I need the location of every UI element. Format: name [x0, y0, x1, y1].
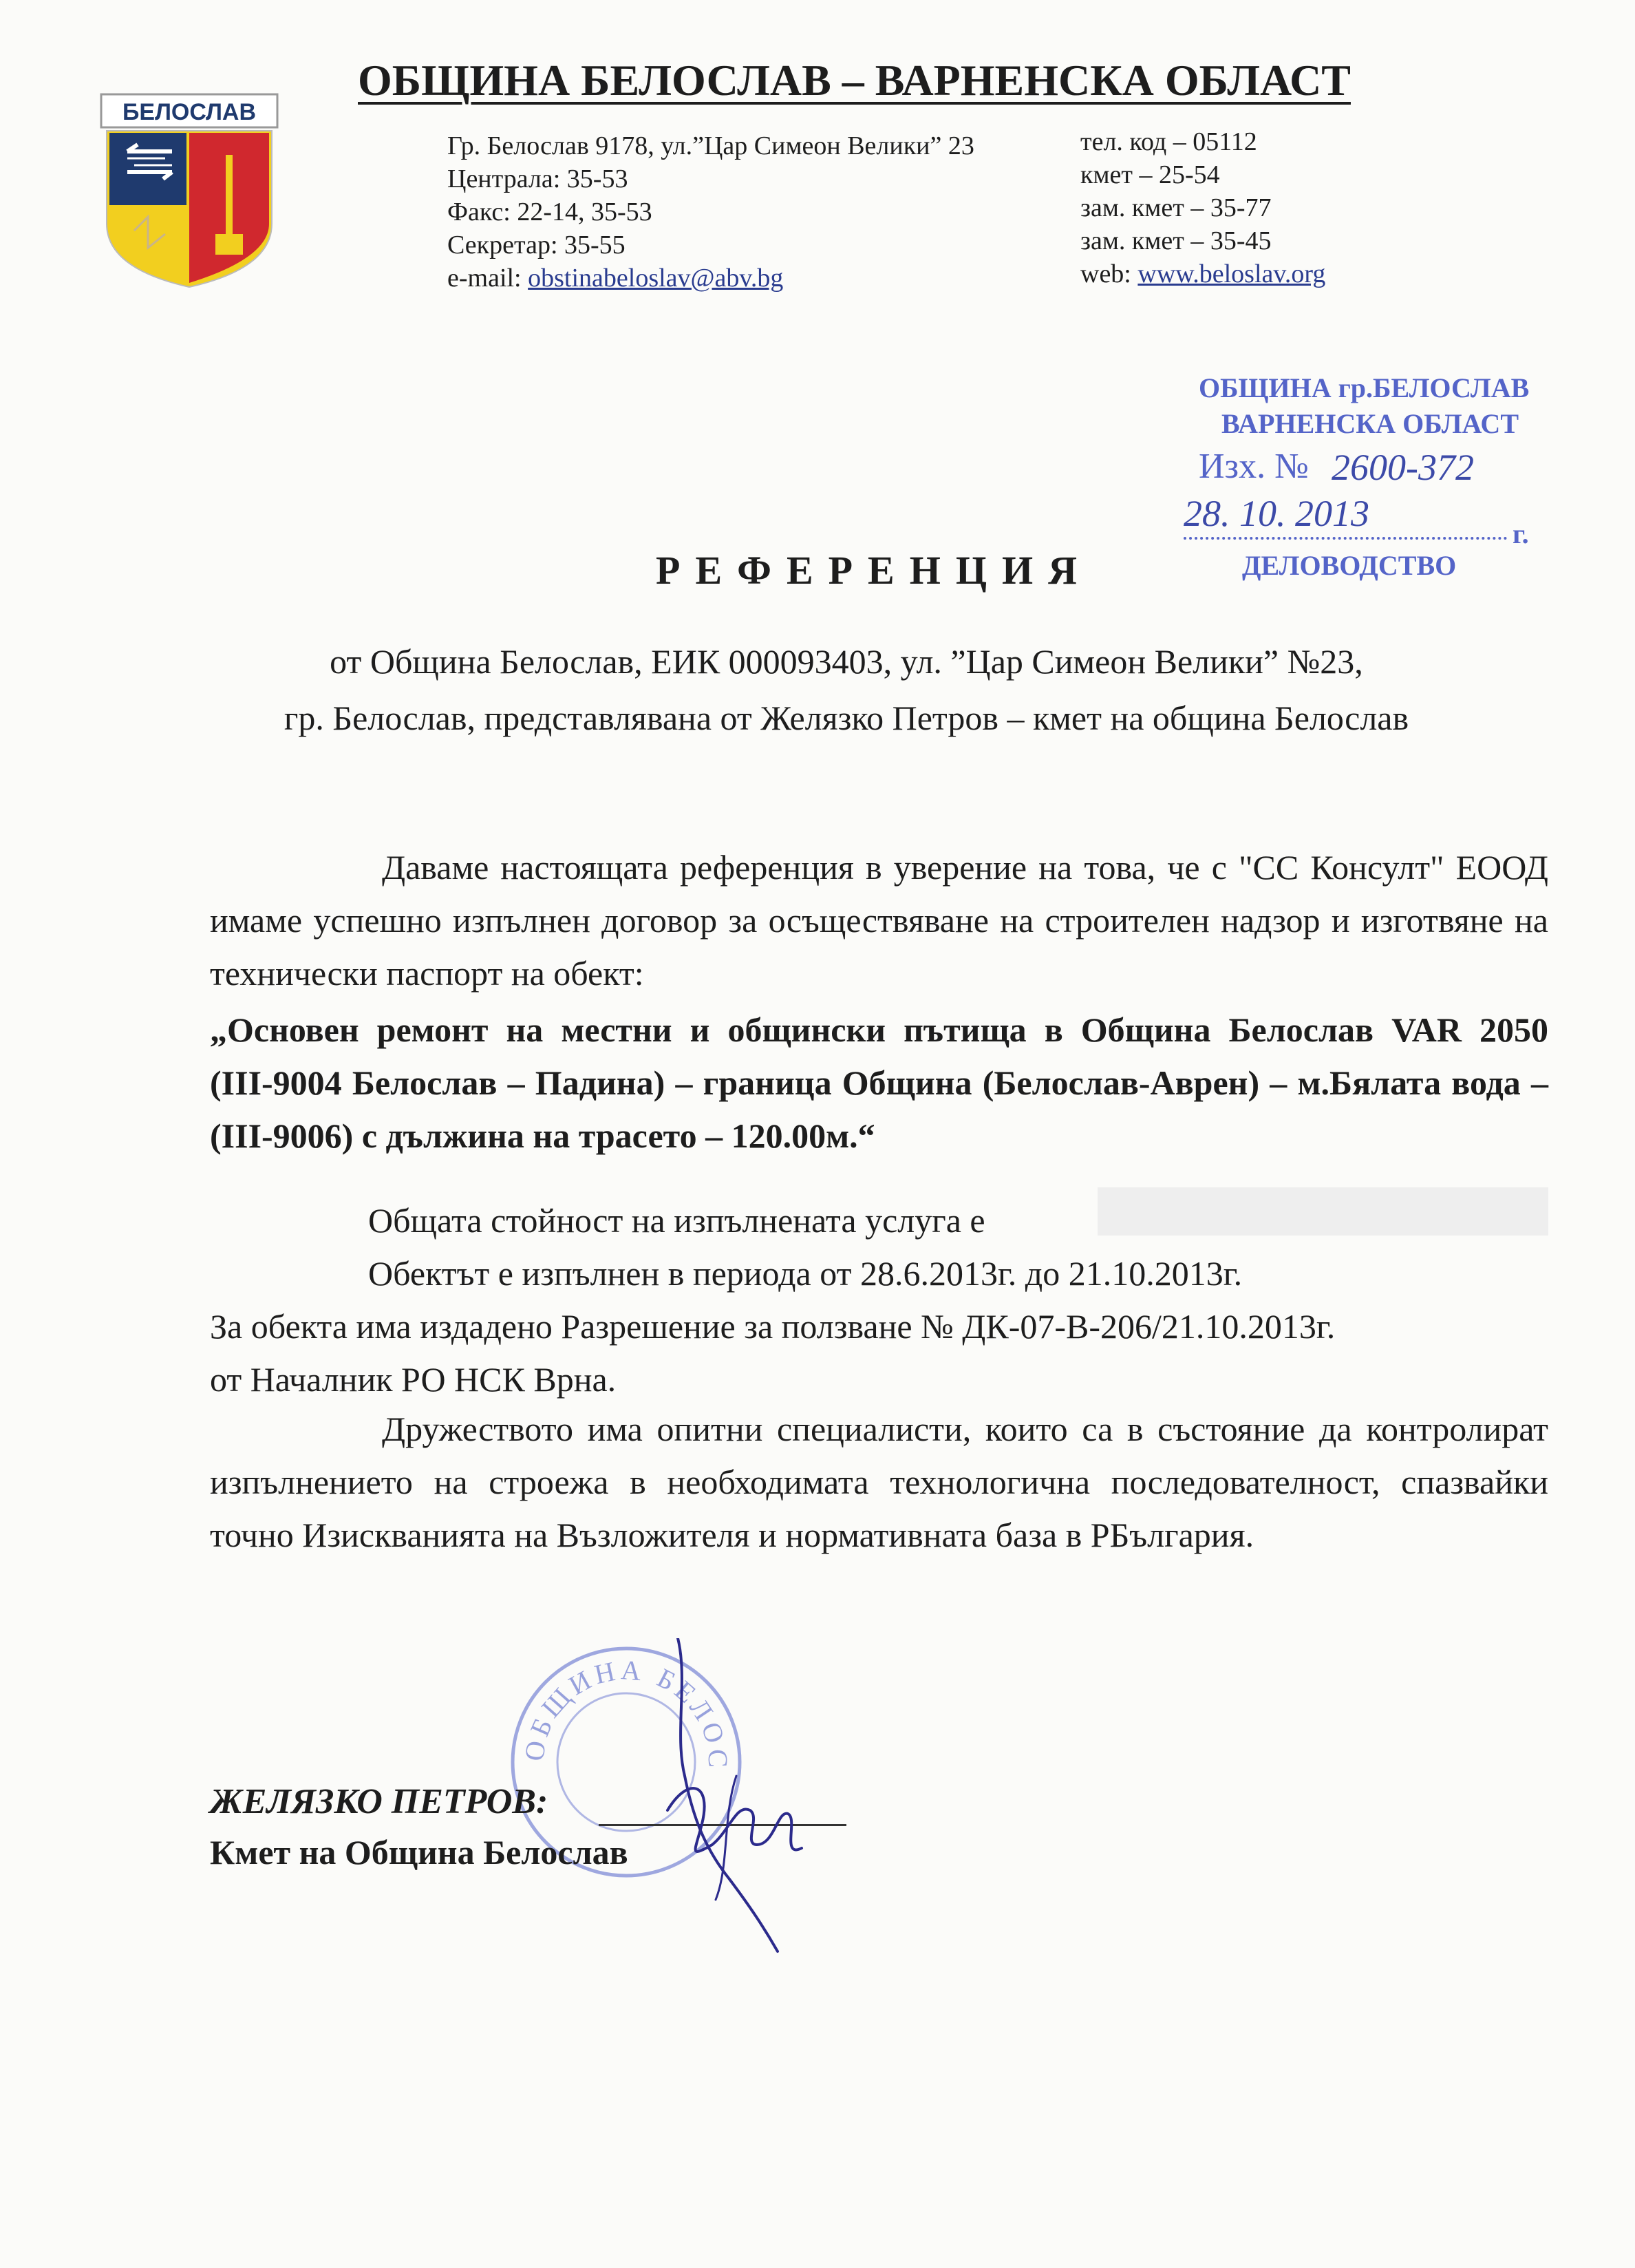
issuer-authority-line: от Началник РО НСК Врна.: [210, 1360, 617, 1399]
secretary-line: Секретар: 35-55: [447, 231, 626, 259]
issuer-line-1: от Община Белослав, ЕИК 000093403, ул. ”Цар Симеон Велики” №23,: [330, 642, 1363, 681]
email-label: e-mail:: [447, 264, 528, 293]
web-line: [1080, 257, 1325, 290]
contact-block-left: [447, 129, 974, 295]
stamp-line-region: ВАРНЕНСКА ОБЛАСТ: [1221, 408, 1519, 439]
svg-text:БЕЛОСЛАВ: БЕЛОСЛАВ: [122, 99, 257, 125]
paragraph-qualification: Дружеството има опитни специалисти, които са в състояние да контролират изпълнението на строежа в необходимата технологична последователност, спазвайки точно Изискванията на Възложителя и нормативната база в РБългария.: [210, 1410, 1548, 1554]
project-name: „Основен ремонт на местни и общински пътища в Община Белослав VAR 2050 (ІІІ-9004 Белослав – Падина) – граница Община (Белослав-Аврен) – м.Бялата вода – (ІІІ-9006) с дължина на трасето – 120.00м.“: [210, 1010, 1548, 1155]
stamp-outgoing-label: Изх. №: [1199, 447, 1309, 486]
issuer-line-2: гр. Белослав, представлявана от Желязко Петров – кмет на община Белослав: [284, 699, 1409, 737]
paragraph-intro: Даваме настоящата референция в уверение на това, че с "СС Консулт" ЕООД имаме успешно изпълнен договор за осъществяване на строителен надзор и изготвяне на технически паспорт на обект:: [210, 848, 1548, 993]
stamp-handwritten-number: 2600-372: [1332, 447, 1474, 488]
issuer-block: [138, 633, 1555, 746]
permit-line: За обекта има издадено Разрешение за ползване № ДК-07-В-206/21.10.2013г.: [210, 1307, 1336, 1346]
document-title: РЕФЕРЕНЦИЯ: [656, 548, 1092, 593]
phone-code-line: тел. код – 05112: [1080, 127, 1257, 156]
municipality-crest: [100, 93, 279, 289]
email-link[interactable]: obstinabeloslav@abv.bg: [528, 264, 784, 293]
deputy-mayor-phone-line-2: зам. кмет – 35-45: [1080, 226, 1272, 255]
svg-text:ОБЩИНА БЕЛОСЛАВ • КМЕТ: ОБЩИНА БЕЛОС: [518, 1654, 734, 1772]
signature-icon: [647, 1638, 895, 1955]
stamp-year-suffix: г.: [1513, 518, 1529, 549]
paragraph-details: [210, 1194, 1548, 1406]
deputy-mayor-phone-line: зам. кмет – 35-77: [1080, 193, 1272, 222]
value-line: Общата стойност на изпълнената услуга е: [368, 1201, 985, 1240]
switchboard-line: Централа: 35-53: [447, 165, 628, 193]
web-link[interactable]: www.beloslav.org: [1137, 259, 1326, 288]
address-line: Гр. Белослав 9178, ул.”Цар Симеон Велики” 23: [447, 131, 974, 160]
stamp-line-municipality: ОБЩИНА гр.БЕЛОСЛАВ: [1199, 372, 1530, 403]
contact-block-right: [1080, 125, 1325, 290]
handwritten-signature: [647, 1638, 895, 1955]
letterhead-title: ОБЩИНА БЕЛОСЛАВ – ВАРНЕНСКА ОБЛАСТ: [358, 56, 1351, 105]
stamp-office: ДЕЛОВОДСТВО: [1242, 550, 1457, 581]
stamp-dotted-line: [1184, 537, 1507, 540]
web-label: web:: [1080, 259, 1138, 288]
fax-line: Факс: 22-14, 35-53: [447, 198, 652, 226]
signatory-name: ЖЕЛЯЗКО ПЕТРОВ:: [210, 1782, 548, 1821]
stamp-handwritten-date: 28. 10. 2013: [1184, 493, 1369, 534]
mayor-phone-line: кмет – 25-54: [1080, 160, 1220, 189]
period-line: Обектът е изпълнен в периода от 28.6.2013г. до 21.10.2013г.: [368, 1254, 1243, 1293]
email-line: [447, 262, 974, 295]
crest-icon: [100, 93, 279, 289]
signatory-role: Кмет на Община Белослав: [210, 1833, 628, 1872]
